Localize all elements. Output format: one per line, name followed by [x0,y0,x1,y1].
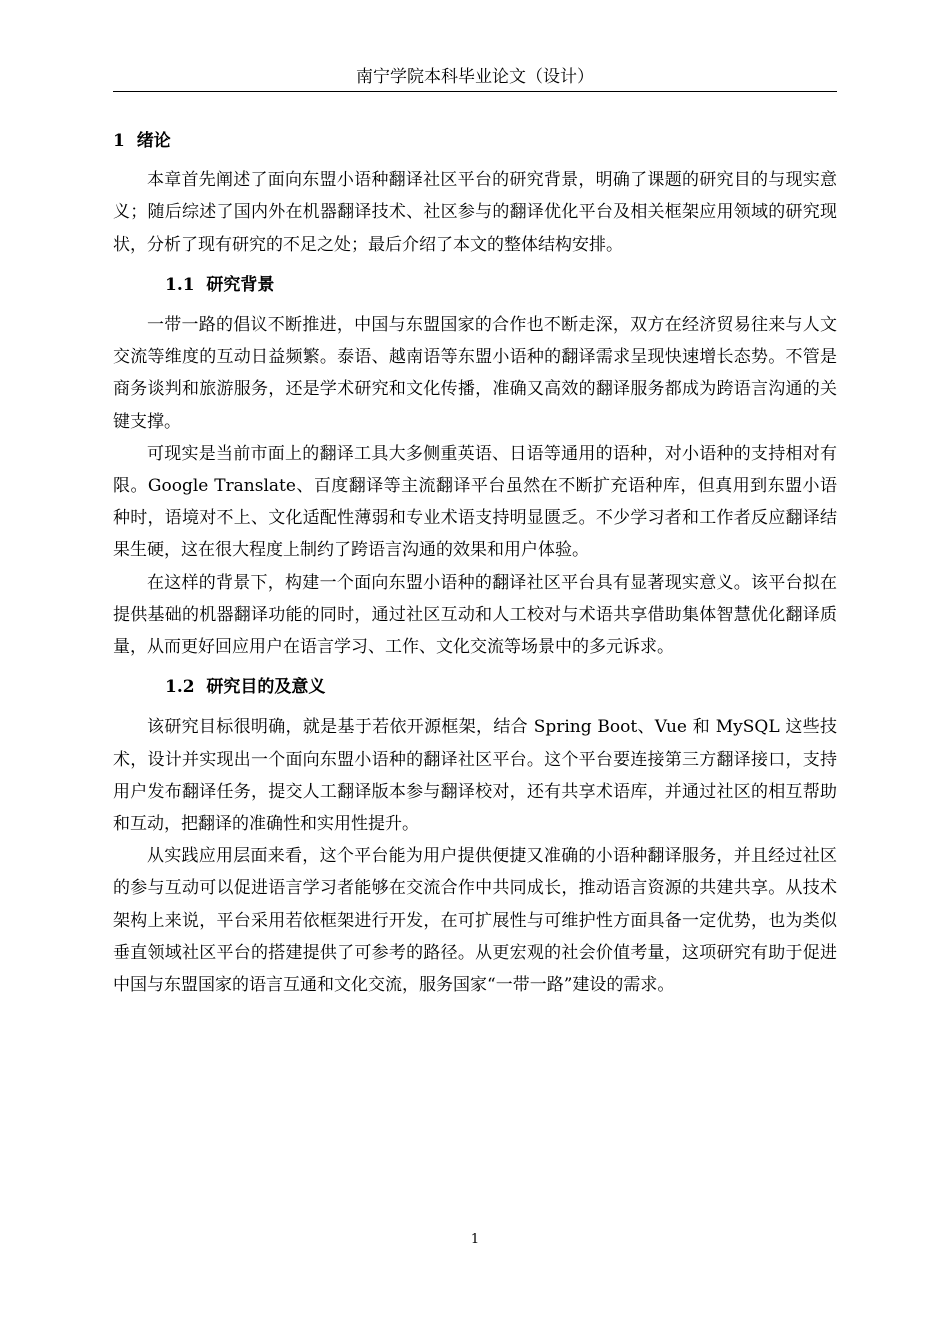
paragraph: 在这样的背景下，构建一个面向东盟小语种的翻译社区平台具有显著现实意义。该平台拟在提供基础的机器翻译功能的同时，通过社区互动和人工校对与术语共享借助集体智慧优化翻译质量，从而更好回应用户在语言学习、工作、文化交流等场景中的多元诉求。 [113,572,837,658]
chapter-title: 绪论 [136,131,171,151]
page-header: 南宁学院本科毕业论文（设计） [356,67,594,87]
section-title: 研究背景 [206,274,275,295]
section-number: 1.1 [165,274,195,295]
paragraph: 可现实是当前市面上的翻译工具大多侧重英语、日语等通用的语种，对小语种的支持相对有限。Google Translate、百度翻译等主流翻译平台虽然在不断扩充语种库，但真用到东盟小语种时，语境对不上、文化适配性薄弱和专业术语支持明显匮乏。不少学习者和工作者反应翻译结果生硬，这在很大程度上制约了跨语言沟通的效果和用户体验。 [113,443,837,561]
page-body [113,125,837,1001]
page-number: 1 [470,1232,480,1247]
section-number: 1.2 [165,677,195,698]
paragraph: 一带一路的倡议不断推进，中国与东盟国家的合作也不断走深，双方在经济贸易往来与人文交流等维度的互动日益频繁。泰语、越南语等东盟小语种的翻译需求呈现快速增长态势。不管是商务谈判和旅游服务，还是学术研究和文化传播，准确又高效的翻译服务都成为跨语言沟通的关键支撑。 [113,315,837,432]
chapter-number: 1 [113,131,125,151]
section-title: 研究目的及意义 [206,677,326,698]
chapter-intro-paragraph: 本章首先阐述了面向东盟小语种翻译社区平台的研究背景，明确了课题的研究目的与现实意义；随后综述了国内外在机器翻译技术、社区参与的翻译优化平台及相关框架应用领域的研究现状，分析了现有研究的不足之处；最后介绍了本文的整体结构安排。 [113,170,837,255]
header-rule [113,91,837,92]
chapter-heading [113,125,837,157]
paragraph: 从实践应用层面来看，这个平台能为用户提供便捷又准确的小语种翻译服务，并且经过社区的参与互动可以促进语言学习者能够在交流合作中共同成长，推动语言资源的共建共享。从技术架构上来说，平台采用若依框架进行开发，在可扩展性与可维护性方面具备一定优势，也为类似垂直领域社区平台的搭建提供了可参考的路径。从更宏观的社会价值考量，这项研究有助于促进中国与东盟国家的语言互通和文化交流，服务国家“一带一路”建设的需求。 [113,846,837,996]
paragraph: 该研究目标很明确，就是基于若依开源框架，结合 Spring Boot、Vue 和 MySQL 这些技术，设计并实现出一个面向东盟小语种的翻译社区平台。这个平台要连接第三方翻译接口，支持用户发布翻译任务，提交人工翻译版本参与翻译校对，还有共享术语库，并通过社区的相互帮助和互动，把翻译的准确性和实用性提升。 [113,717,837,835]
section-heading-1-1 [165,269,837,301]
section-heading-1-2 [165,671,837,703]
